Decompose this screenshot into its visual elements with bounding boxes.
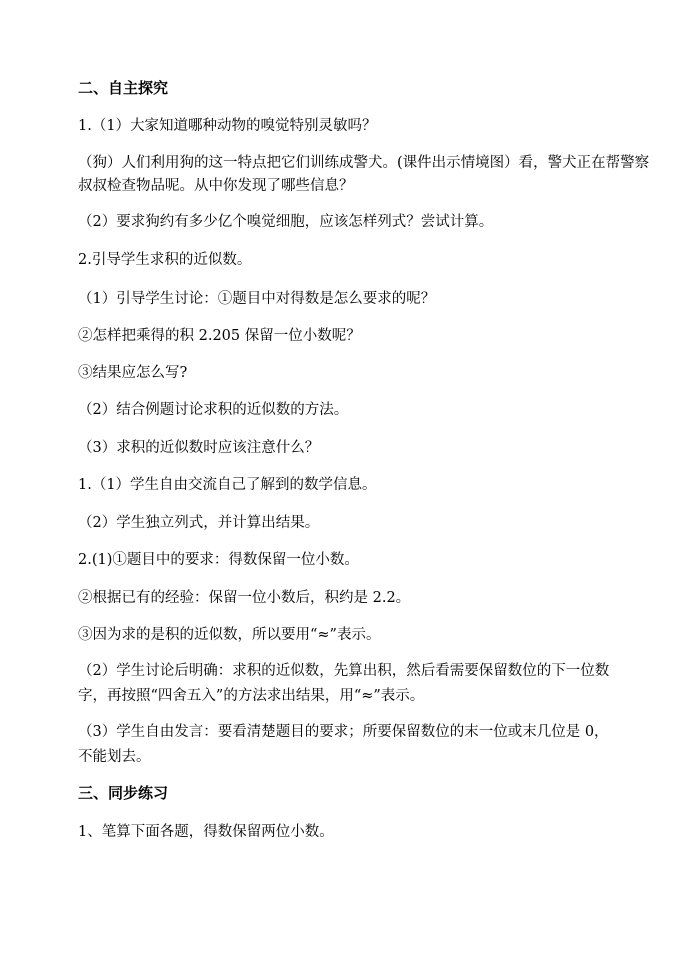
section-heading-practice: 三、同步练习 — [78, 784, 169, 802]
section-heading-exploration: 二、自主探究 — [78, 79, 169, 97]
paragraph: （2）要求狗约有多少亿个嗅觉细胞，应该怎样列式？尝试计算。 — [78, 214, 494, 230]
paragraph: 1.（1）大家知道哪种动物的嗅觉特别灵敏吗？ — [78, 118, 377, 134]
paragraph: ②怎样把乘得的积 2.205 保留一位小数呢？ — [78, 328, 361, 344]
paragraph: 1、笔算下面各题，得数保留两位小数。 — [78, 824, 334, 840]
paragraph: 2.(1)①题目中的要求：得数保留一位小数。 — [78, 552, 359, 568]
paragraph: （3）学生自由发言：要看清楚题目的要求；所要保留数位的末一位或末几位是 0，不能划去。 — [78, 724, 609, 765]
paragraph: 叔叔检查物品呢。从中你发现了哪些信息？ — [78, 178, 354, 194]
paragraph: （3）求积的近似数时应该注意什么？ — [78, 440, 320, 456]
paragraph: ③结果应怎么写? — [78, 365, 188, 381]
paragraph: 1.（1）学生自由交流自己了解到的数学信息。 — [78, 477, 377, 493]
paragraph: （2）学生讨论后明确：求积的近似数，先算出积，然后看需要保留数位的下一位数字，再按照“四舍五入”的方法求出结果，用“≈”表示。 — [78, 663, 610, 704]
paragraph: （2）学生独立列式，并计算出结果。 — [78, 515, 320, 531]
paragraph: ②根据已有的经验：保留一位小数后，积约是 2.2。 — [78, 590, 411, 606]
paragraph: （2）结合例题讨论求积的近似数的方法。 — [78, 402, 349, 418]
paragraph: （狗）人们利用狗的这一特点把它们训练成警犬。(课件出示情境图）看，警犬正在帮警察 — [78, 155, 650, 171]
paragraph: 2.引导学生求积的近似数。 — [78, 252, 252, 268]
paragraph: （1）引导学生讨论：①题目中对得数是怎么要求的呢？ — [78, 291, 436, 307]
paragraph: ③因为求的是积的近似数，所以要用“≈”表示。 — [78, 627, 381, 643]
